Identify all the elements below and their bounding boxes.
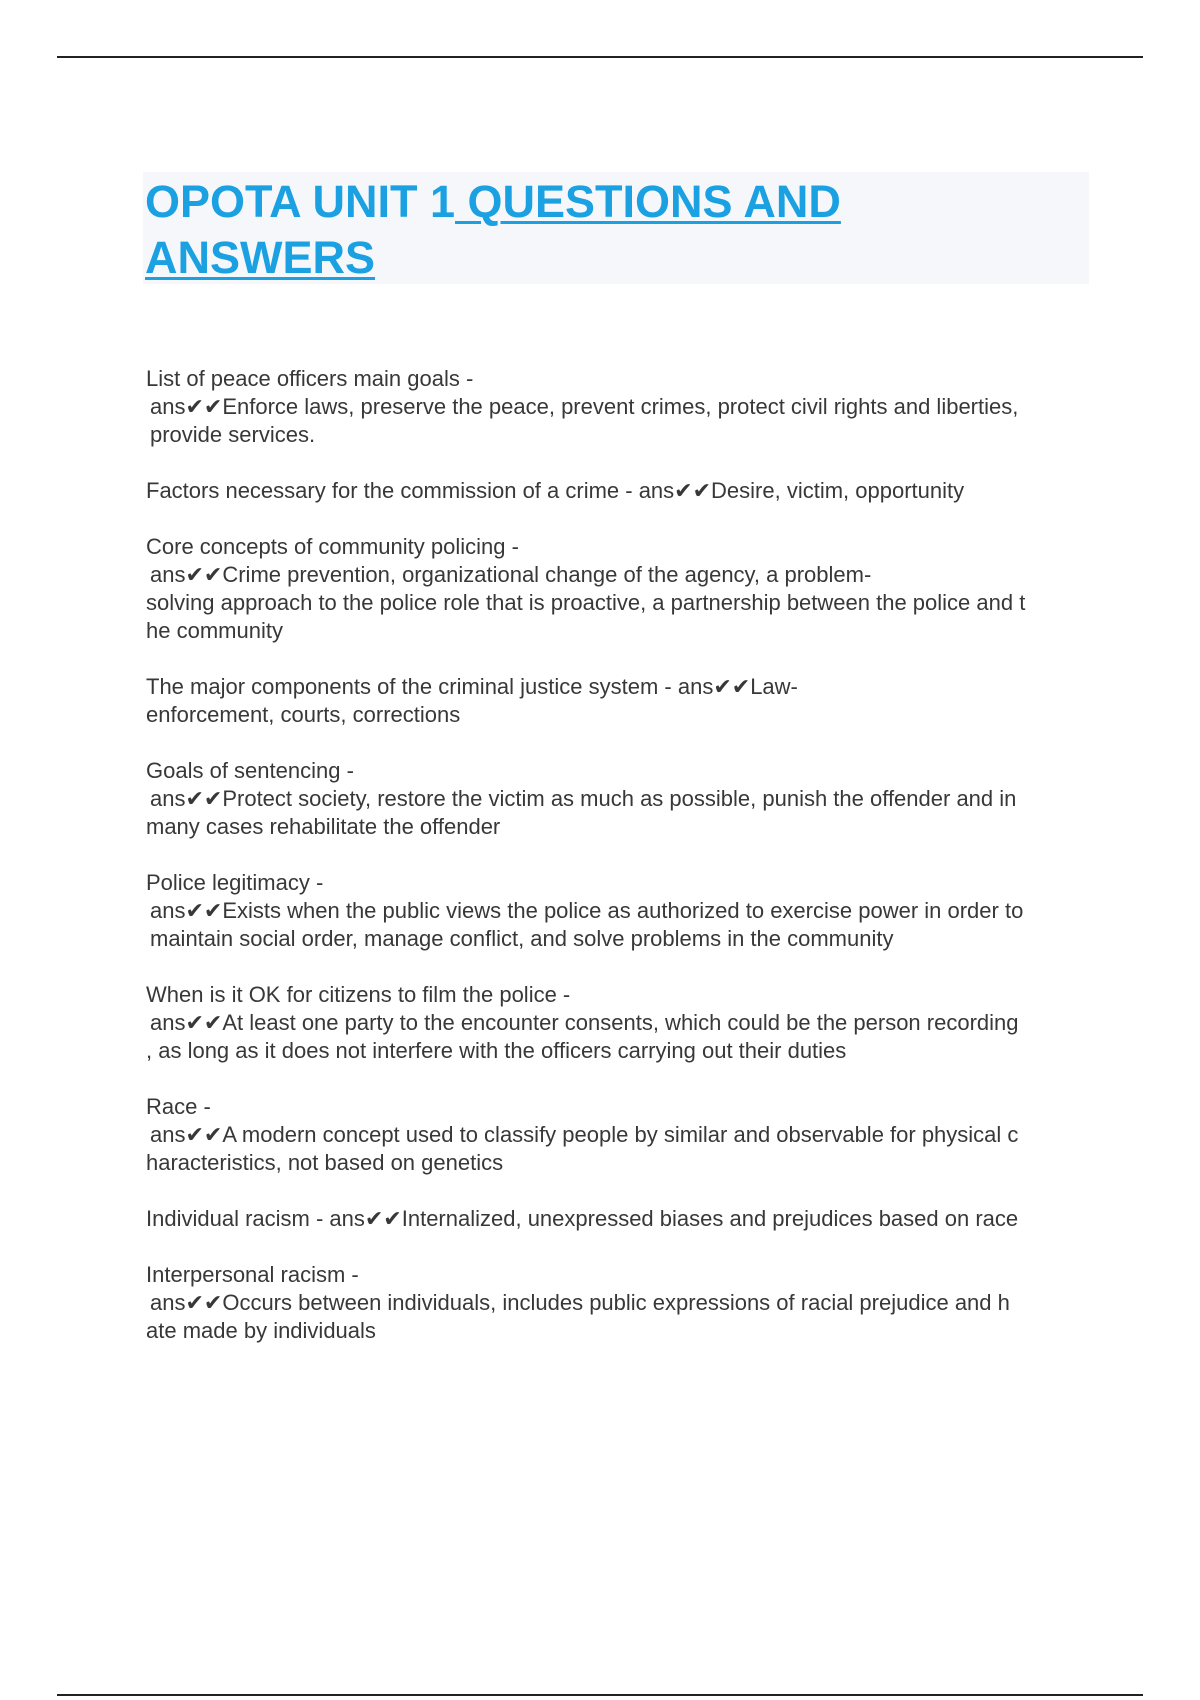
title-part-3: ANSWERS bbox=[145, 232, 376, 283]
answer-line: maintain social order, manage conflict, and solve problems in the community bbox=[150, 926, 894, 951]
answer-line: ans✔✔Exists when the public views the police as authorized to exercise power in order to bbox=[150, 898, 1024, 923]
question: Interpersonal racism - bbox=[146, 1262, 359, 1287]
title-block bbox=[143, 172, 1089, 284]
answer-continuation: ate made by individuals bbox=[146, 1318, 376, 1343]
question: Factors necessary for the commission of a crime - ans✔✔Desire, victim, opportunity bbox=[146, 478, 965, 503]
qa-item bbox=[146, 1093, 1096, 1177]
question: Race - bbox=[146, 1094, 211, 1119]
question: Goals of sentencing - bbox=[146, 758, 354, 783]
qa-item bbox=[146, 1205, 1096, 1233]
answer-line: ans✔✔A modern concept used to classify people by similar and observable for physical c bbox=[150, 1122, 1019, 1147]
qa-item bbox=[146, 533, 1096, 645]
answer-continuation: solving approach to the police role that is proactive, a partnership between the police and t bbox=[146, 590, 1026, 615]
document-title bbox=[143, 172, 1089, 286]
qa-item bbox=[146, 981, 1096, 1065]
answer-continuation: enforcement, courts, corrections bbox=[146, 702, 461, 727]
question: List of peace officers main goals - bbox=[146, 366, 474, 391]
answer-line: ans✔✔Occurs between individuals, includes public expressions of racial prejudice and h bbox=[150, 1290, 1010, 1315]
question: When is it OK for citizens to film the police - bbox=[146, 982, 571, 1007]
answer-continuation: haracteristics, not based on genetics bbox=[146, 1150, 504, 1175]
qa-item bbox=[146, 757, 1096, 841]
title-part-2: QUESTIONS AND bbox=[455, 176, 841, 227]
answer-line: ans✔✔Protect society, restore the victim as much as possible, punish the offender and in bbox=[150, 786, 1017, 811]
qa-item bbox=[146, 869, 1096, 953]
bottom-rule bbox=[57, 1694, 1143, 1696]
answer-line: ans✔✔Enforce laws, preserve the peace, prevent crimes, protect civil rights and liberties, bbox=[150, 394, 1019, 419]
qa-item bbox=[146, 673, 1096, 729]
qa-item bbox=[146, 1261, 1096, 1345]
answer-line: ans✔✔Crime prevention, organizational change of the agency, a problem- bbox=[150, 562, 872, 587]
question: Core concepts of community policing - bbox=[146, 534, 519, 559]
qa-item bbox=[146, 365, 1096, 449]
answer-continuation: he community bbox=[146, 618, 283, 643]
question: The major components of the criminal justice system - ans✔✔Law- bbox=[146, 674, 798, 699]
question: Individual racism - ans✔✔Internalized, unexpressed biases and prejudices based on race bbox=[146, 1206, 1019, 1231]
answer-line: provide services. bbox=[150, 422, 316, 447]
title-part-1: OPOTA UNIT 1 bbox=[145, 176, 456, 227]
answer-continuation: many cases rehabilitate the offender bbox=[146, 814, 501, 839]
question: Police legitimacy - bbox=[146, 870, 324, 895]
top-rule bbox=[57, 56, 1143, 58]
answer-line: ans✔✔At least one party to the encounter consents, which could be the person recording bbox=[150, 1010, 1019, 1035]
qa-list bbox=[146, 365, 1096, 1373]
qa-item bbox=[146, 477, 1096, 505]
answer-continuation: , as long as it does not interfere with the officers carrying out their duties bbox=[146, 1038, 847, 1063]
